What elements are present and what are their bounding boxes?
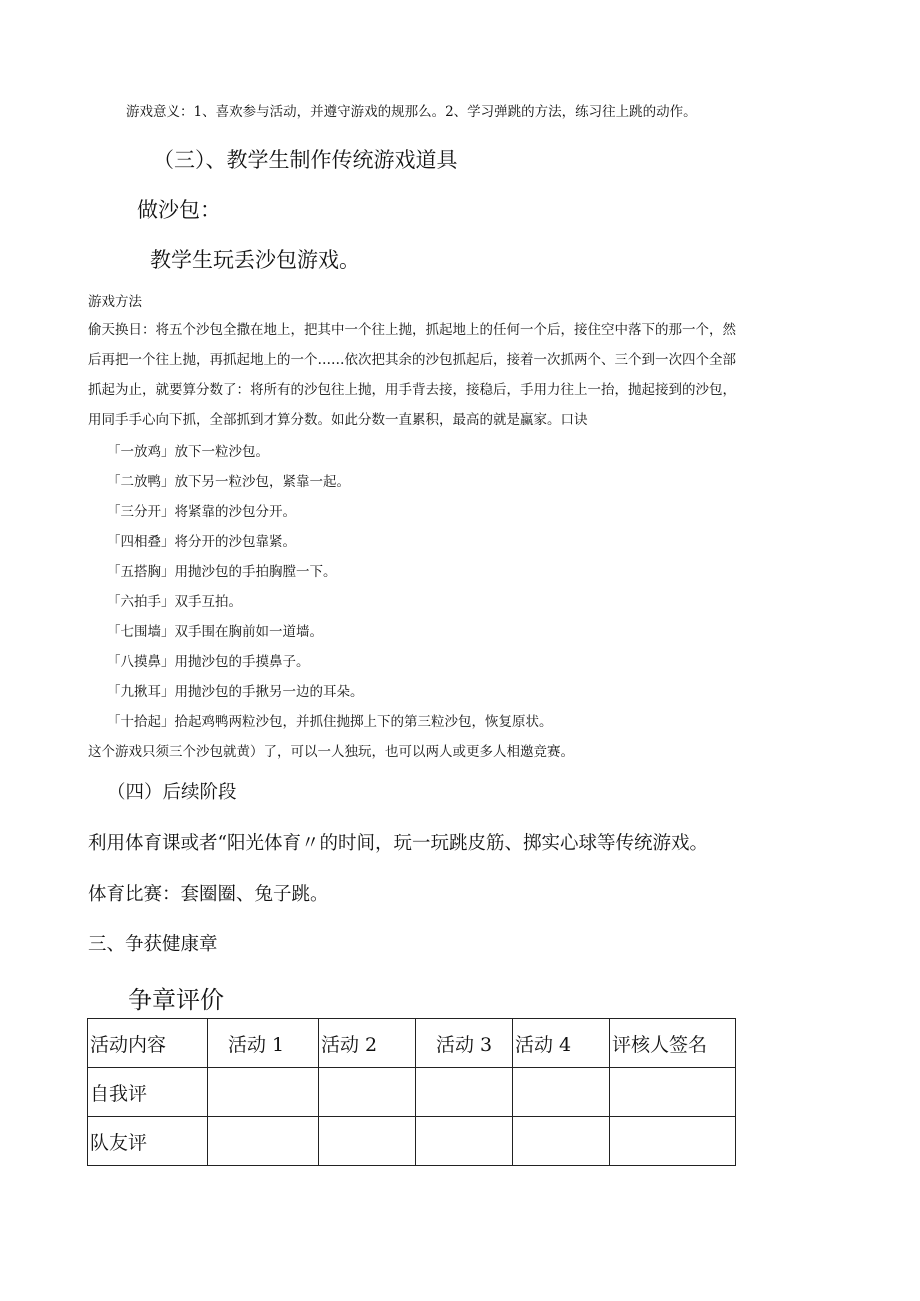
part-3-title: 三、争获健康章 bbox=[88, 934, 218, 955]
evaluation-table bbox=[87, 1018, 736, 1166]
row-label-self: 自我评 bbox=[88, 1068, 208, 1117]
table-cell bbox=[610, 1117, 736, 1166]
rhyme-line: 「六拍手」双手互拍。 bbox=[107, 594, 242, 610]
header-activity-content: 活动内容 bbox=[88, 1019, 208, 1068]
row-label-teammate: 队友评 bbox=[88, 1117, 208, 1166]
table-cell bbox=[610, 1068, 736, 1117]
rhyme-line: 「四相叠」将分开的沙包靠紧。 bbox=[107, 534, 296, 550]
evaluation-title: 争章评价 bbox=[128, 986, 224, 1014]
rhyme-line: 「三分开」将紧靠的沙包分开。 bbox=[107, 504, 296, 520]
section-4-title: （四）后续阶段 bbox=[107, 782, 237, 803]
header-activity-2: 活动 2 bbox=[319, 1019, 416, 1068]
table-row bbox=[88, 1068, 736, 1117]
play-sandbag-heading: 教学生玩丢沙包游戏。 bbox=[150, 248, 360, 272]
table-row bbox=[88, 1117, 736, 1166]
method-title: 游戏方法 bbox=[88, 294, 142, 310]
rhyme-line: 「二放鸭」放下另一粒沙包，紧靠一起。 bbox=[107, 474, 350, 490]
game-note: 这个游戏只须三个沙包就黄）了，可以一人独玩，也可以两人或更多人相邀竞赛。 bbox=[88, 744, 574, 760]
table-cell bbox=[208, 1117, 319, 1166]
table-cell bbox=[319, 1117, 416, 1166]
header-reviewer-signature: 评核人签名 bbox=[610, 1019, 736, 1068]
table-cell bbox=[319, 1068, 416, 1117]
table-cell bbox=[513, 1117, 610, 1166]
make-sandbag-heading: 做沙包： bbox=[137, 198, 221, 222]
method-line: 抓起为止，就要算分数了：将所有的沙包往上抛，用手背去接，接稳后，手用力往上一抬，抛起接到的沙包， bbox=[88, 382, 736, 398]
rhyme-line: 「九揪耳」用抛沙包的手揪另一边的耳朵。 bbox=[107, 684, 364, 700]
method-line: 用同手手心向下抓，全部抓到才算分数。如此分数一直累积，最高的就是赢家。口诀 bbox=[88, 412, 588, 428]
table-cell bbox=[416, 1117, 513, 1166]
sports-match: 体育比赛：套圈圈、兔子跳。 bbox=[88, 884, 329, 905]
rhyme-line: 「十拾起」拾起鸡鸭两粒沙包，并抓住抛掷上下的第三粒沙包，恢复原状。 bbox=[107, 714, 553, 730]
rhyme-line: 「七围墙」双手围在胸前如一道墙。 bbox=[107, 624, 323, 640]
header-activity-3: 活动 3 bbox=[416, 1019, 513, 1068]
section-4-text: 利用体育课或者“阳光体育〃的时间，玩一玩跳皮筋、掷实心球等传统游戏。 bbox=[88, 833, 708, 854]
table-cell bbox=[513, 1068, 610, 1117]
header-activity-4: 活动 4 bbox=[513, 1019, 610, 1068]
table-header-row bbox=[88, 1019, 736, 1068]
rhyme-line: 「八摸鼻」用抛沙包的手摸鼻子。 bbox=[107, 654, 310, 670]
method-line: 后再把一个往上抛，再抓起地上的一个……依次把其余的沙包抓起后，接着一次抓两个、三个到一次四个全部 bbox=[88, 352, 736, 368]
table-cell bbox=[416, 1068, 513, 1117]
rhyme-line: 「一放鸡」放下一粒沙包。 bbox=[107, 444, 269, 460]
rhyme-line: 「五搭胸」用抛沙包的手拍胸膛一下。 bbox=[107, 564, 337, 580]
game-meaning: 游戏意义：1、喜欢参与活动，并遵守游戏的规那么。2、学习弹跳的方法，练习往上跳的动作。 bbox=[126, 104, 697, 120]
table-cell bbox=[208, 1068, 319, 1117]
method-line: 偷天换日：将五个沙包全撒在地上，把其中一个往上抛，抓起地上的任何一个后，接住空中落下的那一个，然 bbox=[88, 322, 736, 338]
header-activity-1: 活动 1 bbox=[208, 1019, 319, 1068]
section-3-title: （三）、教学生制作传统游戏道具 bbox=[153, 148, 458, 172]
